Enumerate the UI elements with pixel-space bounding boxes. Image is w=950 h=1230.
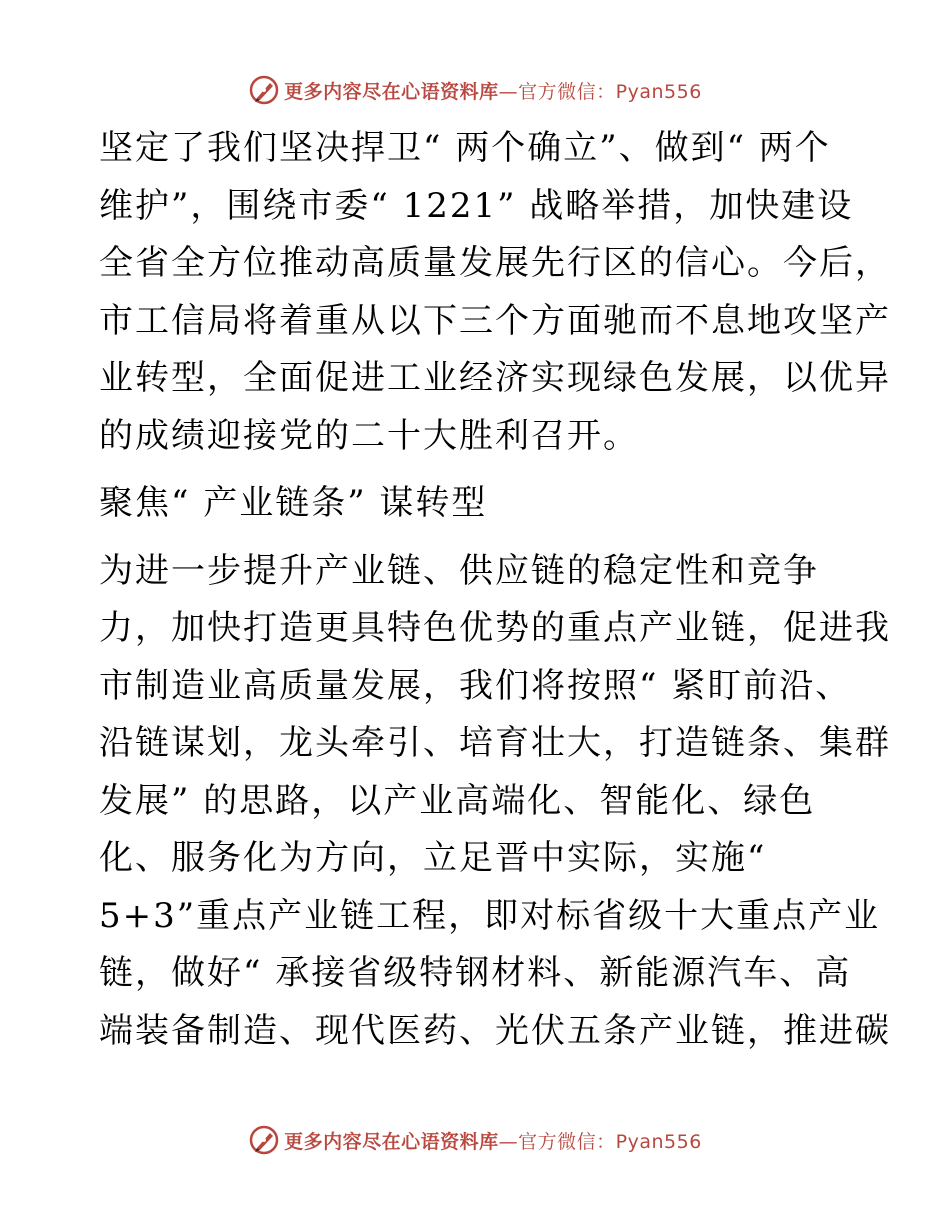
text-line: 端装备制造、现代医药、光伏五条产业链，推进碳 [99,1010,891,1051]
text-line: 链，做好“ 承接省级特钢材料、新能源汽车、高 [99,953,852,993]
text-line: 市工信局将着重从以下三个方面驰而不息地攻坚产 [99,300,891,341]
text-line: 坚定了我们坚决捍卫“ 两个确立”、做到“ 两个 [99,128,831,168]
text-line: 全省全方位推动高质量发展先行区的信心。今后， [99,243,891,283]
header-banner [0,72,950,108]
footer-site-text: 更多内容尽在心语资料库 [284,1130,499,1153]
header-site-text: 更多内容尽在心语资料库 [284,80,499,103]
text-line: 为进一步提升产业链、供应链的稳定性和竞争 [99,550,819,591]
text-line: 的成绩迎接党的二十大胜利召开。 [99,415,639,456]
footer-wechat-text: 官方微信：Pyan556 [518,1130,702,1153]
text-line: 沿链谋划，龙头牵引、培育壮大，打造链条、集群 [99,723,891,763]
pen-circle-logo-icon [248,74,280,106]
document-body [99,120,891,1060]
header-dash: — [498,80,519,103]
text-line: 5+3”重点产业链工程，即对标省级十大重点产业 [99,895,881,936]
text-line: 化、服务化为方向，立足晋中实际，实施“ [99,838,767,878]
footer-dash: — [498,1130,519,1153]
paragraph-2 [99,543,891,1061]
section-heading: 聚焦“ 产业链条” 谋转型 [99,483,488,523]
text-line: 市制造业高质量发展，我们将按照“ 紧盯前沿、 [99,665,852,706]
text-line: 业转型，全面促进工业经济实现绿色发展，以优异 [99,358,891,398]
pen-circle-logo-icon [248,1124,280,1156]
text-line: 维护”，围绕市委“ 1221” 战略举措，加快建设 [99,185,854,226]
text-line: 发展” 的思路，以产业高端化、智能化、绿色 [99,780,816,821]
header-wechat-text: 官方微信：Pyan556 [518,80,702,103]
footer-banner [0,1122,950,1158]
paragraph-1 [99,120,891,465]
text-line: 力，加快打造更具特色优势的重点产业链，促进我 [99,608,891,648]
